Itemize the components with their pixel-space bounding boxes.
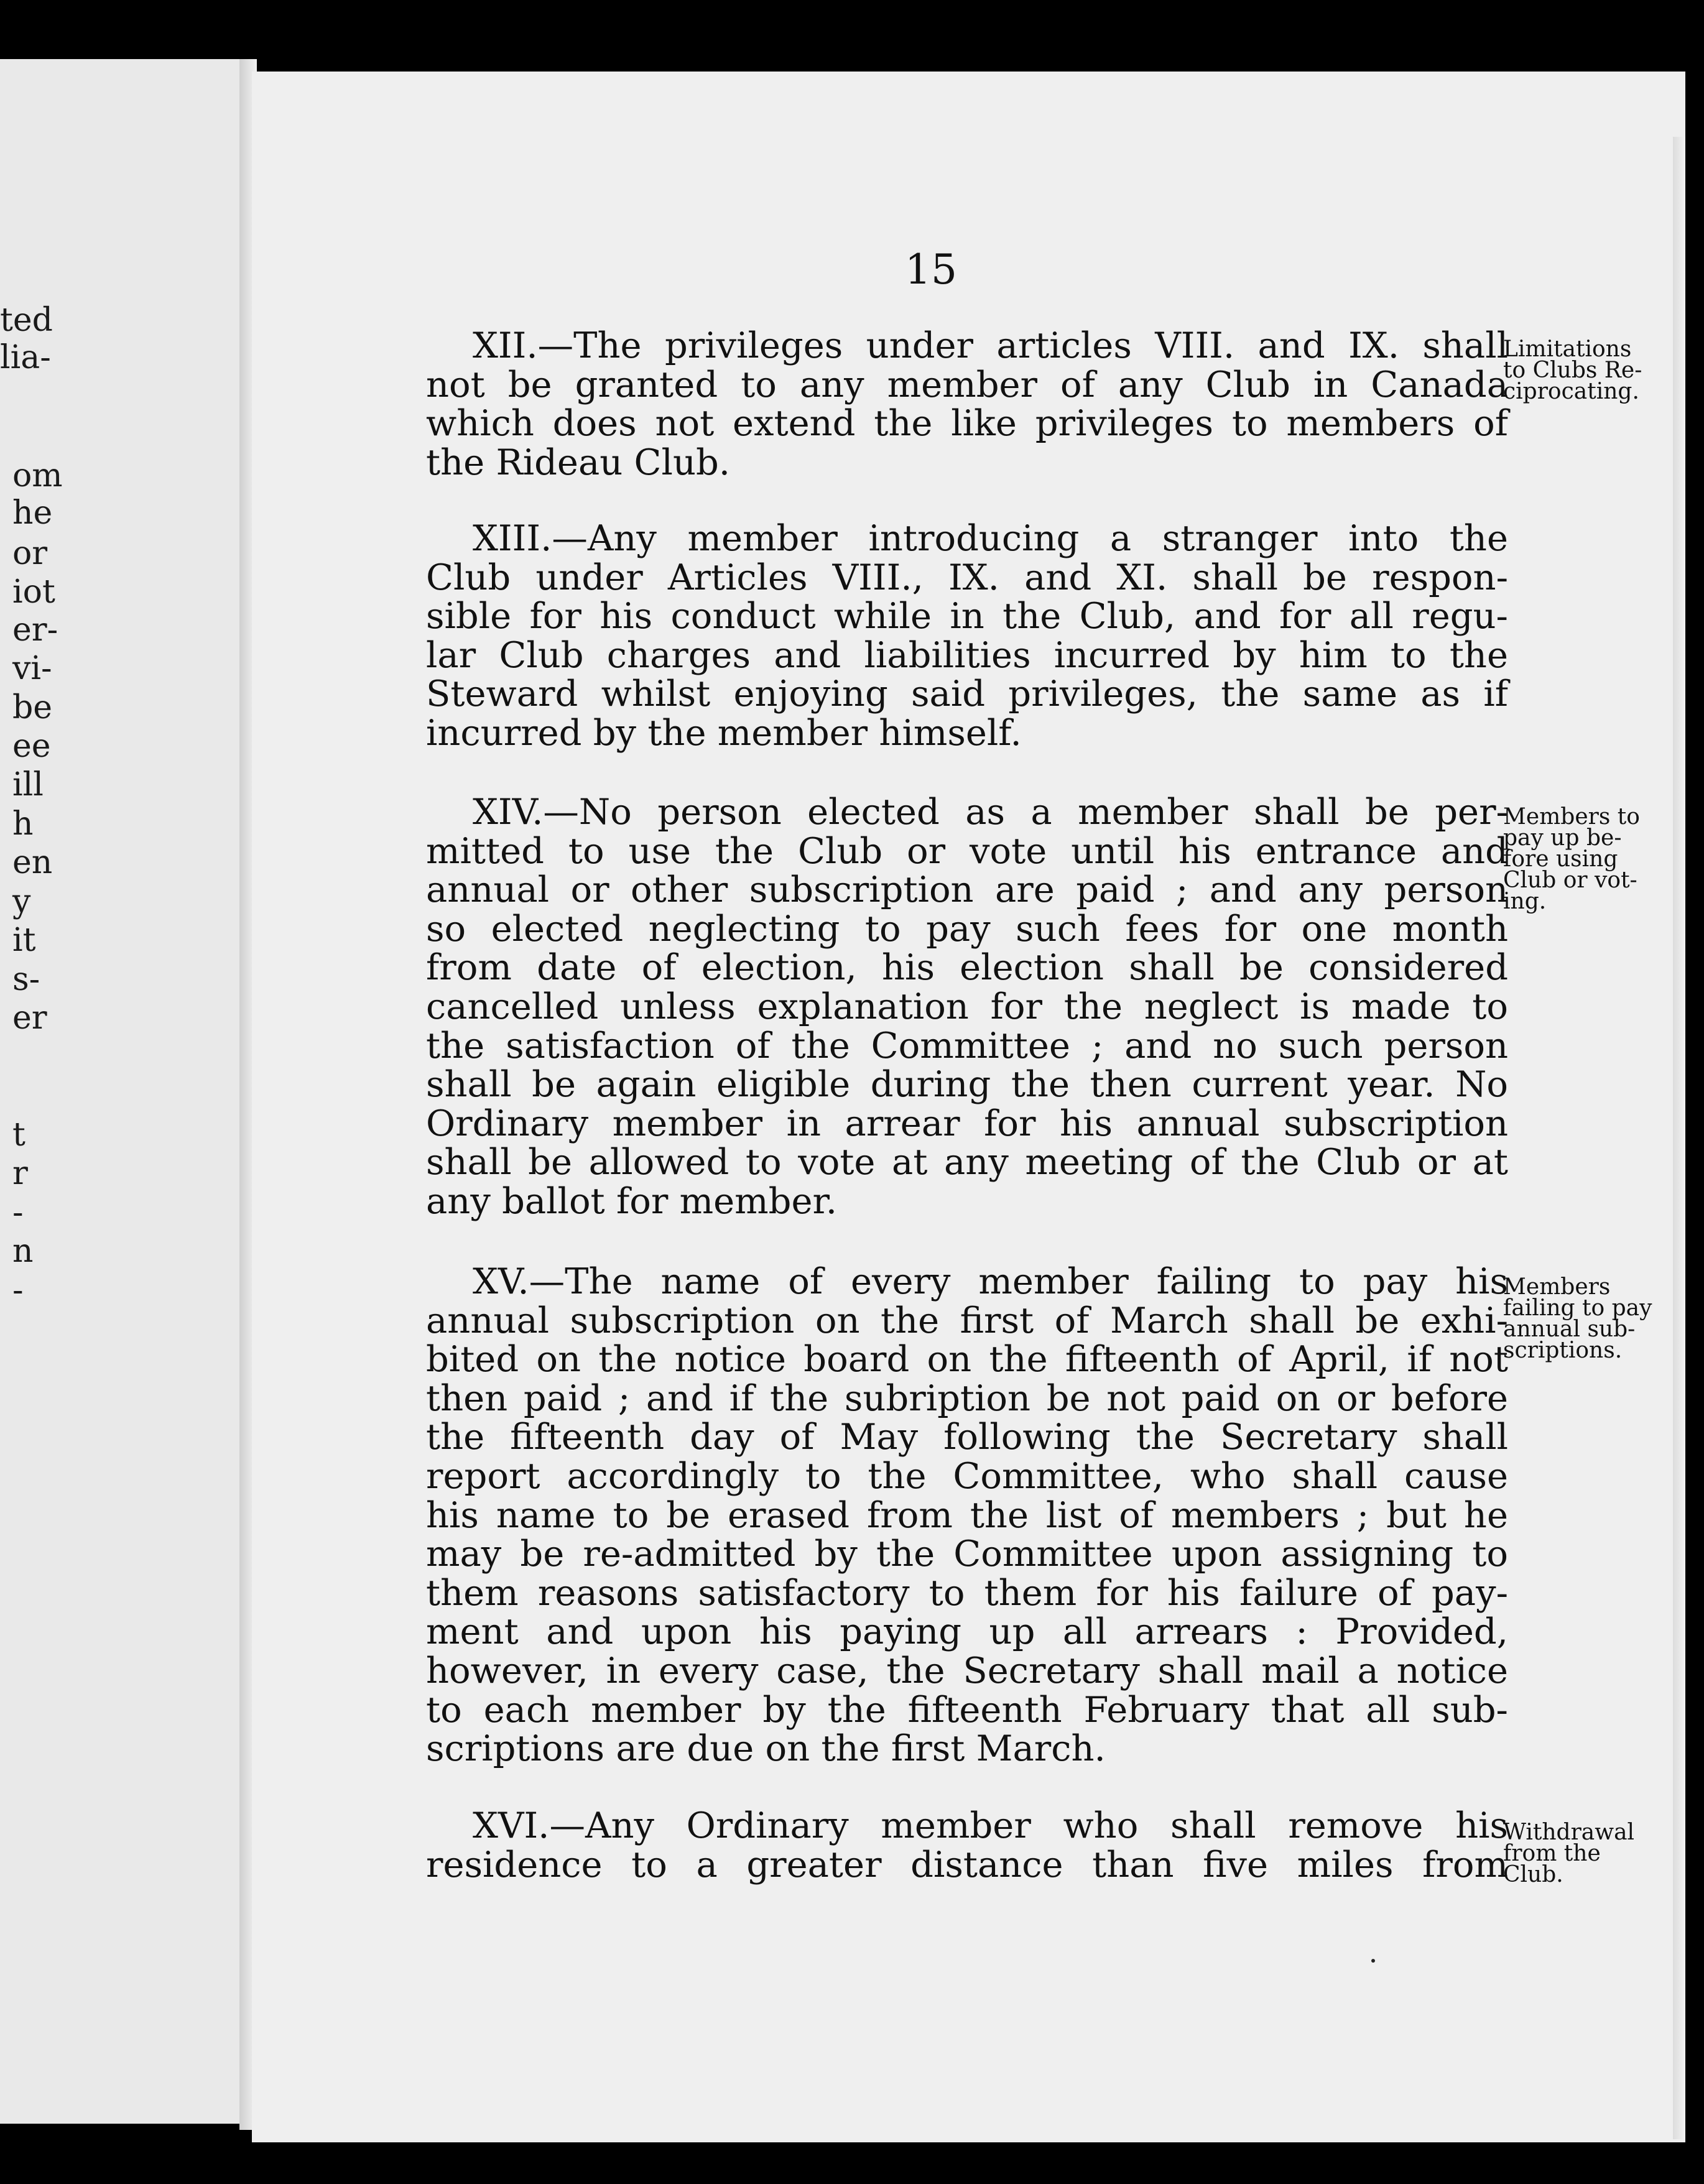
article-line: incurred by the member himself.	[426, 711, 1022, 754]
left-page-fragment-line: om	[12, 457, 63, 494]
article-line: ment and upon his paying up all arrears : Provided,	[426, 1611, 1508, 1653]
article-line: XIV.—No person elected as a member shall be per-	[473, 791, 1508, 833]
left-page-fragment-line: lia-	[0, 339, 51, 376]
article-line: lar Club charges and liabilities incurred by him to the	[426, 634, 1508, 676]
article-line: XII.—The privileges under articles VIII. and IX. shall	[473, 325, 1508, 366]
article-line: cancelled unless explanation for the neglect is made to	[426, 985, 1508, 1027]
left-page-fragment-line: t	[12, 1116, 25, 1154]
article-xiv	[426, 793, 1508, 1221]
margin-note-members-pay	[1503, 804, 1682, 914]
article-xvi	[426, 1807, 1508, 1884]
margin-note-withdrawal	[1503, 1822, 1682, 1886]
left-page-fragment-line: -	[12, 1272, 24, 1309]
article-line: Club under Articles VIII., IX. and XI. shall be respon-	[426, 556, 1508, 598]
left-page-fragment-line: or	[12, 535, 48, 572]
left-page-fragment-line: r	[12, 1155, 28, 1192]
left-page-fragment-line: er	[12, 999, 47, 1037]
article-line: the fifteenth day of May following the Secretary shall	[426, 1416, 1508, 1458]
article-line: the satisfaction of the Committee ; and no such person	[426, 1024, 1508, 1067]
note-line: Members	[1503, 1274, 1611, 1300]
note-line: to Clubs Re-	[1503, 358, 1642, 383]
note-line: annual sub-	[1503, 1316, 1636, 1342]
article-line: Steward whilst enjoying said privileges, the same as if	[426, 673, 1508, 715]
article-line: scriptions are due on the first March.	[426, 1728, 1106, 1770]
left-page-fragment-line: -	[12, 1194, 24, 1231]
article-xiii	[426, 519, 1508, 753]
article-line: from date of election, his election shall be considered	[426, 946, 1508, 989]
article-line: annual or other subscription are paid ; and any person	[426, 869, 1508, 911]
left-page-fragment-line: iot	[12, 573, 55, 611]
left-page-fragment-line: ill	[12, 766, 44, 803]
note-line: Withdrawal	[1503, 1820, 1635, 1845]
article-line: to each member by the fifteenth February that all sub-	[426, 1688, 1508, 1731]
article-line: sible for his conduct while in the Club, and for all regu-	[426, 595, 1508, 637]
left-page-fragment-line: en	[12, 844, 53, 881]
article-line: which does not extend the like privileges to members of	[426, 402, 1508, 445]
note-line: Club or vot-	[1503, 868, 1637, 893]
left-page-fragment-line: y	[12, 883, 31, 920]
left-page-fragment-line: n	[12, 1233, 34, 1270]
left-page-fragment	[0, 59, 243, 2124]
article-xii	[426, 326, 1508, 482]
article-line: XIII.—Any member introducing a stranger into the	[473, 517, 1508, 559]
note-line: scriptions.	[1503, 1338, 1623, 1363]
article-xv	[426, 1262, 1508, 1769]
article-line: them reasons satisfactory to them for his failure of pay-	[426, 1571, 1508, 1614]
article-line: any ballot for member.	[426, 1180, 837, 1222]
note-line: ing.	[1503, 889, 1547, 914]
article-line: Ordinary member in arrear for his annual subscription	[426, 1102, 1508, 1144]
note-line: Members to	[1503, 804, 1640, 830]
article-line: annual subscription on the first of March shall be exhi-	[426, 1299, 1508, 1341]
note-line: Limitations	[1503, 336, 1632, 362]
left-page-fragment-line: be	[12, 689, 53, 726]
article-line: shall be allowed to vote at any meeting of the Club or at	[426, 1141, 1508, 1183]
article-line: XVI.—Any Ordinary member who shall remove his	[473, 1805, 1508, 1846]
note-line: ciprocating.	[1503, 379, 1639, 404]
print-speck	[1371, 1959, 1375, 1963]
article-line: may be re-admitted by the Committee upon assigning to	[426, 1533, 1508, 1575]
left-page-fragment-line: it	[12, 922, 36, 959]
margin-note-limitations	[1503, 336, 1682, 404]
left-page-fragment-line: h	[12, 805, 34, 843]
note-line: fore using	[1503, 846, 1618, 872]
article-line: not be granted to any member of any Club in Canada	[426, 363, 1508, 405]
page-number: 15	[905, 246, 957, 294]
page-edge-shadow	[1673, 137, 1685, 2139]
note-line: pay up be-	[1503, 825, 1622, 851]
article-line: XV.—The name of every member failing to pay his	[473, 1261, 1508, 1302]
article-line: then paid ; and if the subription be not paid on or before	[426, 1377, 1508, 1419]
article-line: report accordingly to the Committee, who shall cause	[426, 1455, 1508, 1497]
article-line: the Rideau Club.	[426, 441, 731, 483]
left-page-fragment-line: he	[12, 494, 53, 532]
article-line: bited on the notice board on the fifteenth of April, if not	[426, 1338, 1508, 1381]
margin-note-members-failing	[1503, 1274, 1682, 1363]
article-line: residence to a greater distance than five miles from	[426, 1843, 1508, 1886]
article-line: however, in every case, the Secretary shall mail a notice	[426, 1649, 1508, 1691]
left-page-fragment-line: vi-	[12, 650, 52, 687]
article-line: his name to be erased from the list of members ; but he	[426, 1494, 1508, 1536]
left-page-fragment-line: s-	[12, 961, 40, 998]
article-line: shall be again eligible during the then current year. No	[426, 1063, 1508, 1106]
note-line: Club.	[1503, 1862, 1563, 1887]
left-page-fragment-line: er-	[12, 611, 58, 649]
left-page-fragment-line: ee	[12, 728, 51, 765]
article-line: mitted to use the Club or vote until his entrance and	[426, 830, 1508, 872]
article-line: so elected neglecting to pay such fees for one month	[426, 907, 1508, 950]
note-line: failing to pay	[1503, 1295, 1652, 1321]
right-page	[252, 72, 1685, 2142]
left-page-fragment-line: ted	[0, 302, 53, 339]
note-line: from the	[1503, 1841, 1601, 1866]
